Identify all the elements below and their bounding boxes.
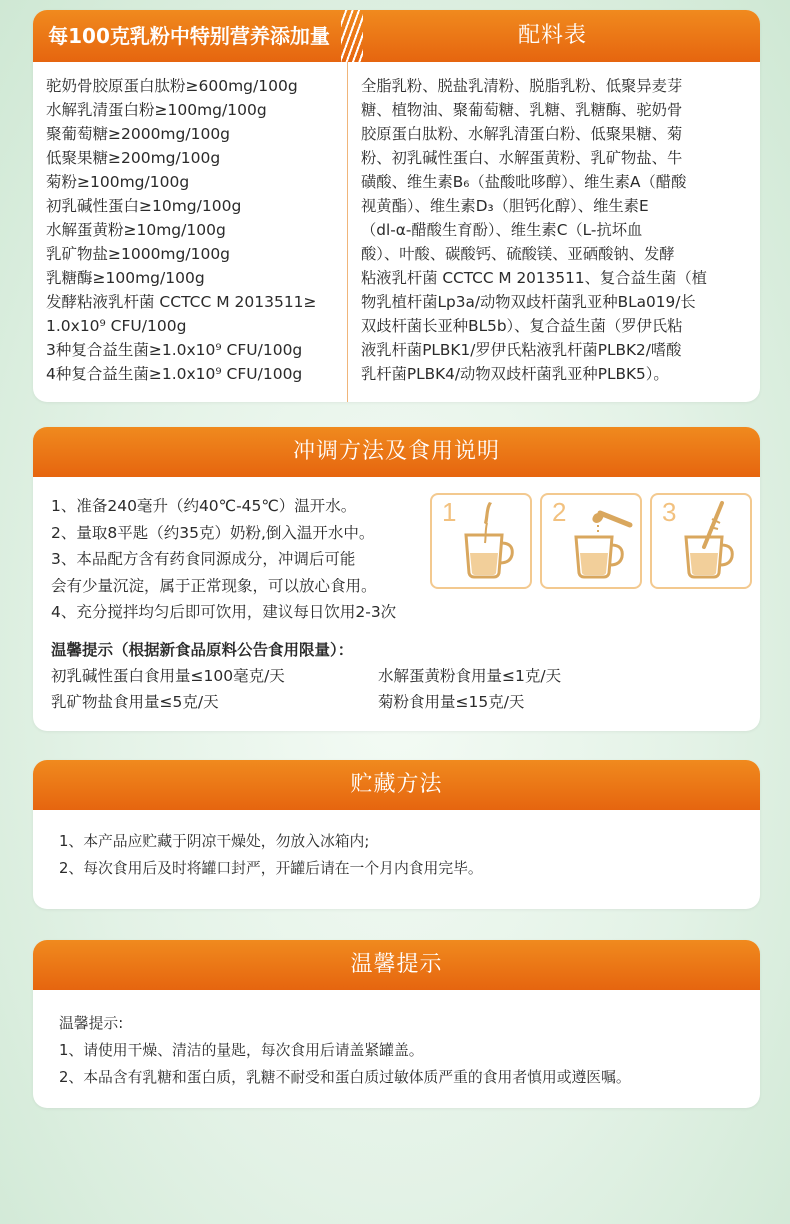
card-header-row	[33, 10, 760, 62]
ingredients-line: 粉、初乳碱性蛋白、水解蛋黄粉、乳矿物盐、牛	[361, 149, 683, 167]
nutrition-item: 发酵粘液乳杆菌 CCTCC M 2013511≥	[46, 293, 317, 311]
nutrition-item: 菊粉≥100mg/100g	[46, 173, 190, 191]
warm-tips-text	[59, 1010, 631, 1091]
nutrition-item: 乳糖酶≥100mg/100g	[46, 269, 205, 287]
nutrition-item: 3种复合益生菌≥1.0x10⁹ CFU/100g	[46, 341, 303, 359]
warm-tips-title: 温馨提示	[33, 940, 760, 990]
brewing-title: 冲调方法及食用说明	[33, 427, 760, 477]
limits-row	[51, 689, 561, 715]
ingredients-line: （dl-α-醋酸生育酚）、维生素C（L-抗坏血	[361, 221, 643, 239]
limit-item: 菊粉食用量≤15克/天	[378, 693, 525, 711]
ingredients-line: 全脂乳粉、脱盐乳清粉、脱脂乳粉、低聚异麦芽	[361, 77, 683, 95]
ingredients-line: 胶原蛋白肽粉、水解乳清蛋白粉、低聚果糖、菊	[361, 125, 683, 143]
storage-card	[33, 760, 760, 909]
storage-text	[59, 828, 483, 882]
nutrition-item: 初乳碱性蛋白≥10mg/100g	[46, 197, 242, 215]
nutrition-item: 水解乳清蛋白粉≥100mg/100g	[46, 101, 267, 119]
pour-water-cup-icon	[432, 495, 530, 587]
nutrition-item: 水解蛋黄粉≥10mg/100g	[46, 221, 226, 239]
ingredients-line: 视黄酯）、维生素D₃（胆钙化醇）、维生素E	[361, 197, 649, 215]
nutrition-item: 乳矿物盐≥1000mg/100g	[46, 245, 231, 263]
ingredients-line: 物乳植杆菌Lp3a/动物双歧杆菌乳亚种BLa019/长	[361, 293, 696, 311]
limit-item: 初乳碱性蛋白食用量≤100毫克/天	[51, 667, 285, 685]
brewing-step: 会有少量沉淀，属于正常现象，可以放心食用。	[51, 576, 377, 595]
warm-tips-line: 1、请使用干燥、清洁的量匙，每次食用后请盖紧罐盖。	[59, 1042, 424, 1059]
scoop-powder-cup-icon	[542, 495, 640, 587]
step-box-1	[430, 493, 532, 589]
step-number: 2	[552, 497, 567, 527]
nutrition-item: 1.0x10⁹ CFU/100g	[46, 317, 187, 335]
brewing-steps	[51, 493, 396, 626]
nutrition-ingredients-card	[33, 10, 760, 402]
nutrition-title: 每100克乳粉中特别营养添加量	[33, 10, 345, 62]
ingredients-line: 双歧杆菌长亚种BL5b）、复合益生菌（罗伊氏粘	[361, 317, 683, 335]
step-box-3	[650, 493, 752, 589]
nutrition-item: 4种复合益生菌≥1.0x10⁹ CFU/100g	[46, 365, 303, 383]
ingredients-line: 磺酸、维生素B₆（盐酸吡哆醇）、维生素A（醋酸	[361, 173, 687, 191]
step-box-2	[540, 493, 642, 589]
nutrition-list	[46, 74, 317, 386]
consumption-limits-title: 温馨提示（根据新食品原料公告食用限量）：	[51, 641, 354, 659]
brewing-step: 2、量取8平匙（约35克）奶粉,倒入温开水中。	[51, 523, 375, 542]
nutrition-item: 驼奶骨胶原蛋白肽粉≥600mg/100g	[46, 77, 298, 95]
ingredients-line: 乳杆菌PLBK4/动物双歧杆菌乳亚种PLBK5）。	[361, 365, 669, 383]
column-divider	[347, 62, 348, 402]
warm-tips-line: 温馨提示:	[59, 1015, 124, 1032]
storage-line: 1、本产品应贮藏于阴凉干燥处，勿放入冰箱内;	[59, 833, 370, 850]
brewing-step: 3、本品配方含有药食同源成分，冲调后可能	[51, 550, 356, 568]
warm-tips-line: 2、本品含有乳糖和蛋白质，乳糖不耐受和蛋白质过敏体质严重的食用者慎用或遵医嘱。	[59, 1069, 631, 1086]
ingredients-line: 液乳杆菌PLBK1/罗伊氏粘液乳杆菌PLBK2/嗜酸	[361, 341, 682, 359]
step-number: 3	[662, 497, 677, 527]
step-number: 1	[442, 497, 457, 527]
brewing-step: 1、准备240毫升（约40℃-45℃）温开水。	[51, 497, 357, 515]
nutrition-item: 低聚果糖≥200mg/100g	[46, 149, 221, 167]
brewing-step: 4、充分搅拌均匀后即可饮用，建议每日饮用2-3次	[51, 603, 397, 621]
ingredients-line: 粘液乳杆菌 CCTCC M 2013511、复合益生菌（植	[361, 269, 707, 287]
brewing-card	[33, 427, 760, 731]
ingredients-line: 酸）、叶酸、碳酸钙、硫酸镁、亚硒酸钠、发酵	[361, 245, 675, 263]
limit-item: 水解蛋黄粉食用量≤1克/天	[378, 667, 562, 685]
storage-line: 2、每次食用后及时将罐口封严，开罐后请在一个月内食用完毕。	[59, 860, 483, 877]
warm-tips-card	[33, 940, 760, 1108]
header-stripe-divider	[341, 10, 363, 62]
limit-item: 乳矿物盐食用量≤5克/天	[51, 693, 219, 711]
storage-title: 贮藏方法	[33, 760, 760, 810]
ingredients-line: 糖、植物油、聚葡萄糖、乳糖、乳糖酶、驼奶骨	[361, 101, 683, 119]
ingredients-title: 配料表	[345, 10, 760, 62]
ingredients-text	[361, 74, 753, 386]
consumption-limits	[51, 663, 561, 715]
limits-row	[51, 663, 561, 689]
nutrition-item: 聚葡萄糖≥2000mg/100g	[46, 125, 231, 143]
stir-cup-icon	[652, 495, 750, 587]
